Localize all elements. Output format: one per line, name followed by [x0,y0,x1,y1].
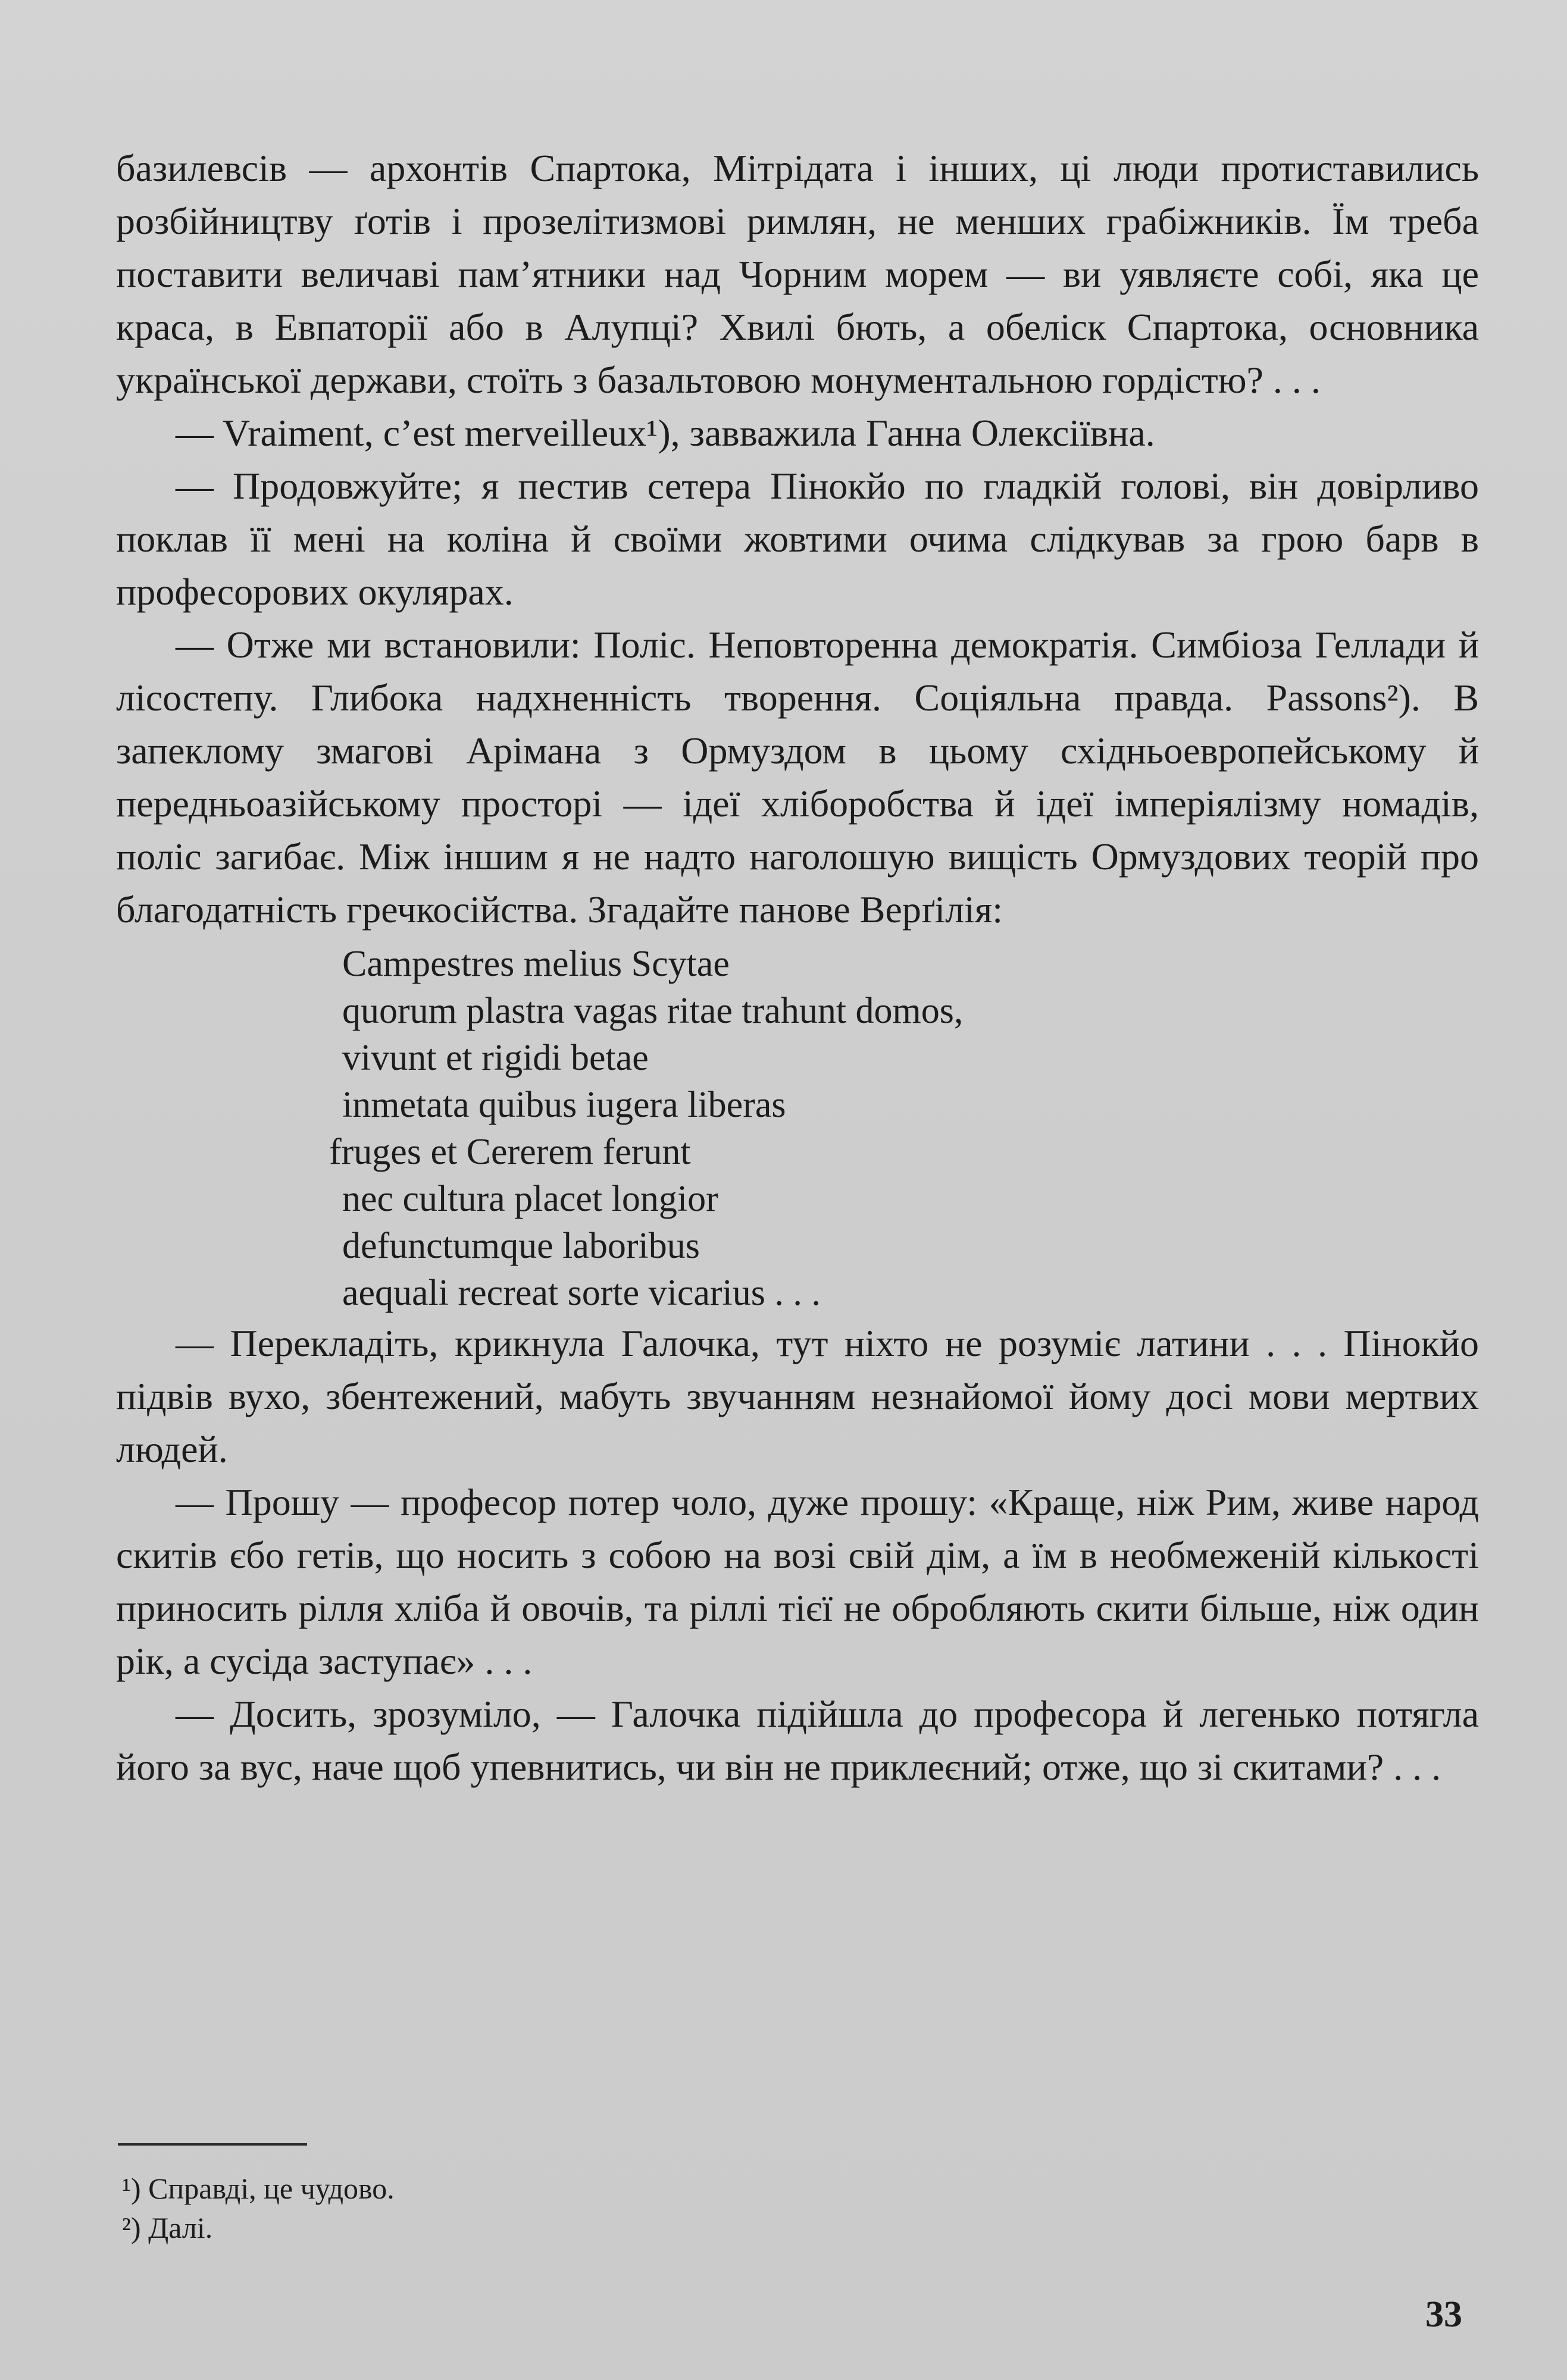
paragraph-6: — Прошу — професор потер чоло, дуже прошу: «Краще, ніж Рим, живе народ скитів єбо гетів, що носить з собою на возі свій дім, а їм в необмеженій кількості приносить рілля хліба й овочів, та ріллі тієї не обробляють скити більше, ніж один рік, а сусіда заступає» . . . [116,1481,1479,1682]
paragraph-7: — Досить, зрозуміло, — Галочка підійшла до професора й легенько потягла його за вус, наче щоб упевнитись, чи він не приклеєний; отже, що зі скитами? . . . [116,1693,1479,1788]
footnotes [122,2169,1015,2247]
footnote-2: ²) Далі. [122,2211,213,2244]
poem-line: aequali recreat sorte vicarius . . . [342,1273,821,1313]
paragraph-3: — Продовжуйте; я пестив сетера Пінокйо по гладкій голові, він довірливо поклав її мені на коліна й своїми жовтими очима слідкував за грою барв в професорових окулярах. [116,465,1479,613]
paragraph-5: — Перекладіть, крикнула Галочка, тут ніхто не розуміє латини . . . Пінокйо підвів вухо, збентежений, мабуть звучанням незнайомої йому досі мови мертвих людей. [116,1322,1479,1470]
poem-line: defunctumque laboribus [342,1226,700,1266]
poem-line: Campestres melius Scytae [342,944,730,984]
page-number: 33 [1425,2294,1462,2335]
latin-poem [329,941,1479,1317]
poem-line: vivunt et rigidi betae [342,1038,649,1078]
footnote-1: ¹) Справді, це чудово. [122,2172,395,2205]
paragraph-1: базилевсів — архонтів Спартока, Мітрідата і інших, ці люди протиставились розбійництву ґотів і прозелітизмові римлян, не менших грабіжників. Їм треба поставити величаві пам’ятники над Чорним морем — ви уявляєте собі, яка це краса, в Евпаторії або в Алупці? Хвилі бють, а обеліск Спартока, основника української держави, стоїть з базальтовою монументальною гордістю? . . . [116,147,1479,401]
paragraph-4: — Отже ми встановили: Поліс. Неповторенна демократія. Симбіоза Геллади й лісостепу. Глибока надхненність творення. Соціяльна правда. Passons²). В запеклому змагові Арімана з Ормуздом в цьому східньоевропейському й передньоазійському просторі — ідеї хліборобства й ідеї імперіялізму номадів, поліс загибає. Між іншим я не надто наголошую вищість Ормуздових теорій про благодатність гречкосійства. Згадайте панове Верґілія: [116,624,1479,931]
footnote-divider [118,2143,307,2146]
poem-line: nec cultura placet longior [342,1179,718,1219]
paragraph-2: — Vraiment, c’est merveilleux¹), завважила Ганна Олексіївна. [176,412,1155,454]
poem-line: fruges et Cererem ferunt [329,1132,691,1172]
poem-line: quorum plastra vagas ritae trahunt domos, [342,991,964,1031]
main-text [116,142,1479,1793]
poem-line: inmetata quibus iugera liberas [342,1085,786,1125]
